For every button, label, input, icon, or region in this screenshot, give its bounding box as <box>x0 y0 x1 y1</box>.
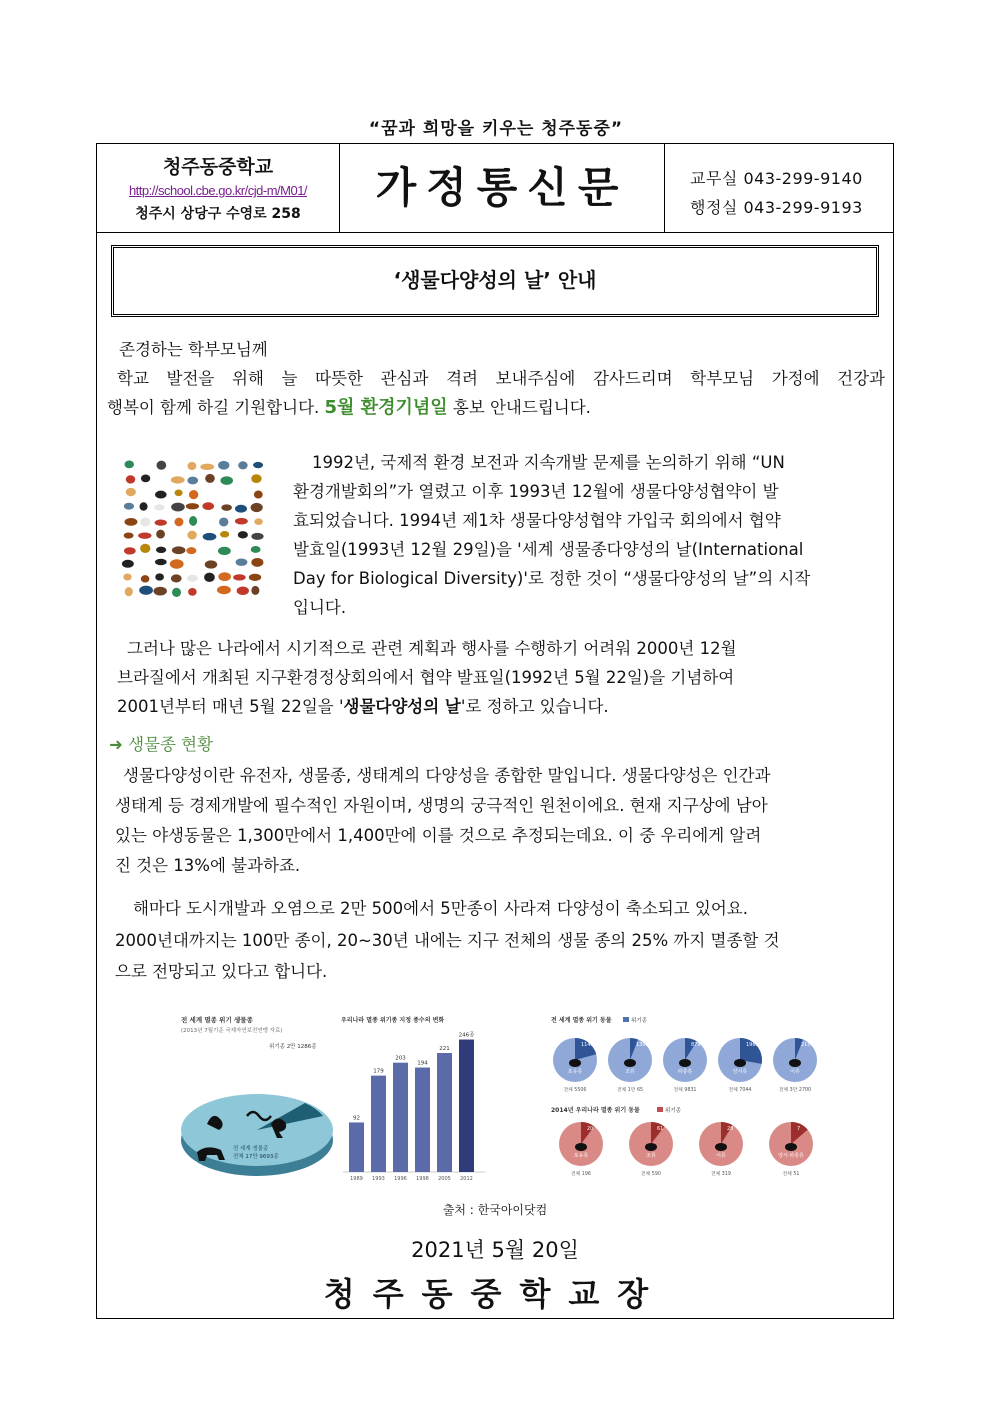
animal-silhouette-icon <box>679 1059 691 1067</box>
animal-figure <box>124 532 134 538</box>
animal-figure <box>171 503 185 512</box>
animal-figure <box>235 518 248 525</box>
animal-silhouette-icon <box>734 1059 746 1067</box>
animal-figure <box>189 516 197 526</box>
animal-figure <box>157 461 167 470</box>
animal-figure <box>238 531 248 538</box>
pie-animal-name: 양서·파충류 <box>778 1153 804 1159</box>
bar-value-label: 246종 <box>458 1032 475 1039</box>
animal-figure <box>205 560 218 568</box>
intro-text-b: 홍보 안내드립니다. <box>452 398 591 417</box>
korea-endangered-bar-chart <box>339 1012 489 1188</box>
animal-silhouette-icon <box>624 1059 636 1067</box>
contact-info <box>665 144 893 232</box>
principal-signature: 청주동중학교장 <box>323 1275 667 1313</box>
pie-total-label: 전체 590 <box>641 1172 661 1177</box>
animal-figure <box>175 489 183 496</box>
animal-silhouette-icon <box>715 1143 727 1151</box>
animal-figure <box>126 488 136 496</box>
animal-figure <box>218 461 229 470</box>
animal-figure <box>125 460 134 468</box>
animal-figure <box>218 547 231 555</box>
bar-category-label: 1998 <box>416 1176 429 1182</box>
animal-figure <box>124 547 136 554</box>
school-url-link[interactable]: http://school.cbe.go.kr/cjd-m/M01/ <box>128 183 308 198</box>
bar <box>349 1122 364 1172</box>
animal-figure <box>174 518 183 527</box>
animal-figure <box>235 505 247 513</box>
animal-figure <box>125 587 133 596</box>
korea-legend-label: 위기종 <box>665 1108 681 1114</box>
animal-figure <box>238 461 247 469</box>
school-address: 청주시 상당구 수영로 258 <box>135 206 301 222</box>
bar-chart-title: 우리나라 멸종 위기종 지정 종수의 변화 <box>341 1017 445 1024</box>
animal-silhouette-icon <box>569 1059 581 1067</box>
motto: “꿈과 희망을 키우는 청주동중” <box>368 119 624 139</box>
animal-figure <box>141 475 150 483</box>
animal-figure <box>187 575 198 582</box>
animal-figure <box>186 503 199 509</box>
pie-animal-name: 조류 <box>646 1153 656 1159</box>
animal-figure <box>249 574 261 581</box>
newsletter-frame <box>96 143 894 1319</box>
animal-figure <box>172 588 181 597</box>
animal-figure <box>203 533 217 541</box>
bar-category-label: 2005 <box>438 1176 451 1182</box>
animal-figure <box>220 531 229 538</box>
korea-legend-swatch <box>657 1107 663 1112</box>
animal-figure <box>251 533 263 540</box>
pie-animal-name: 포유류 <box>567 1069 583 1075</box>
intro-line-2 <box>107 393 591 422</box>
phone-office: 교무실 043-299-9140 <box>690 169 863 188</box>
korea-animals-title: 2014년 우리나라 멸종 위기 동물 <box>551 1107 640 1114</box>
animal-figure <box>220 476 232 485</box>
animal-figure <box>219 517 228 526</box>
pie-total-label: 전체 9831 <box>673 1088 697 1093</box>
bar-value-label: 194 <box>417 1060 428 1067</box>
bar-value-label: 203 <box>395 1055 406 1062</box>
animal-figure <box>156 547 166 553</box>
history-line-1: 1992년, 국제적 환경 보전과 지속개발 문제를 논의하기 위해 “UN <box>312 453 785 472</box>
para3-line-1: 생물다양성이란 유전자, 생물종, 생태계의 다양성을 종합한 말입니다. 생물다양성은 인간과 <box>123 766 771 785</box>
animal-figure <box>156 530 165 539</box>
title-cell <box>340 144 665 232</box>
bar <box>371 1076 386 1172</box>
animal-figure <box>251 558 263 567</box>
history-line-2: 환경개발회의”가 열렸고 이후 1993년 12월에 생물다양성협약이 발 <box>293 482 779 501</box>
bar-category-label: 1989 <box>350 1176 363 1182</box>
bar-value-label: 221 <box>439 1046 450 1052</box>
animal-silhouette-icon <box>645 1143 657 1151</box>
animal-figure <box>140 502 148 510</box>
animal-figure <box>170 559 184 568</box>
animal-figure <box>140 544 150 553</box>
para4-line-3: 으로 전망되고 있다고 합니다. <box>115 962 328 981</box>
animal-figure <box>155 559 167 565</box>
bar <box>393 1063 408 1172</box>
animal-figure <box>126 475 135 483</box>
animal-silhouette-icon <box>785 1143 797 1151</box>
pie-animal-name: 양서류 <box>732 1069 748 1075</box>
para3-line-2: 생태계 등 경제개발에 필수적인 자원이며, 생명의 궁극적인 원천이에요. 현재 지구상에 남아 <box>115 796 768 815</box>
animal-figure <box>188 588 197 596</box>
pie-animal-name: 어류 <box>716 1153 726 1159</box>
phone-admin: 행정실 043-299-9193 <box>690 198 863 217</box>
pie-value-label: 7 <box>797 1126 801 1132</box>
animal-figure <box>202 502 214 510</box>
animal-figure <box>124 503 134 510</box>
pie-subtitle: (2013년 7월기준 국제자연보전연맹 자료) <box>181 1028 283 1034</box>
history-line-6: 입니다. <box>293 598 347 617</box>
biodiversity-day-bold: 생물다양성의 날 <box>343 697 461 716</box>
pie-animal-name: 조류 <box>625 1069 635 1075</box>
para4-line-1: 해마다 도시개발과 오염으로 2만 500에서 5만종이 사라져 다양성이 축소되고 있어요. <box>133 899 748 918</box>
para2-text-b: '로 정하고 있습니다. <box>460 697 609 716</box>
pie-label-endangered: 위기종 2만 1286종 <box>269 1044 317 1050</box>
para2-text-a: 2001년부터 매년 5월 22일을 ' <box>117 697 344 716</box>
greeting: 존경하는 학부모님께 <box>119 340 268 359</box>
animal-figure <box>251 503 263 512</box>
animal-figure <box>251 474 261 483</box>
animal-figure <box>200 464 214 470</box>
animal-figure <box>251 586 259 595</box>
world-legend-swatch <box>623 1017 629 1022</box>
korea-endangered-animals-graphic <box>545 1104 825 1190</box>
animal-figure <box>186 547 196 554</box>
intro-line-1: 학교 발전을 위해 늘 따뜻한 관심과 격려 보내주심에 감사드리며 학부모님 가정에 건강과 <box>117 369 885 388</box>
animal-figure <box>187 477 198 485</box>
animal-figure <box>233 574 246 580</box>
pie-label-all-1: 전 세계 생물종 <box>233 1146 269 1152</box>
page-title: 가정통신문 <box>375 163 629 212</box>
bar <box>437 1053 452 1172</box>
highlight-environment-day: 5월 환경기념일 <box>324 397 448 418</box>
pie-total-label: 전체 5506 <box>563 1088 587 1093</box>
section-heading-species: ➜ 생물종 현황 <box>109 735 214 754</box>
animal-figure <box>122 560 134 568</box>
animal-figure <box>140 517 150 526</box>
animal-figure <box>153 587 166 596</box>
source-credit: 출처 : 한국아이닷컴 <box>442 1203 548 1217</box>
para3-line-4: 진 것은 13%에 불과하죠. <box>115 856 301 875</box>
intro-text-a: 행복이 함께 하길 기원합니다. <box>107 398 320 417</box>
animal-figure <box>187 531 196 540</box>
pie-value-label: 61 <box>657 1126 664 1132</box>
bar-value-label: 179 <box>373 1068 384 1075</box>
animal-figure <box>221 504 232 510</box>
world-endangered-animals-graphic <box>545 1012 825 1104</box>
history-line-3: 효되었습니다. 1994년 제1차 생물다양성협약 가입국 회의에서 협약 <box>293 511 781 530</box>
animal-figure <box>251 546 261 553</box>
animal-figure <box>187 462 196 470</box>
animal-figure <box>254 518 263 525</box>
animal-figure <box>253 462 263 468</box>
animal-figure <box>172 546 186 554</box>
bar-category-label: 1996 <box>394 1176 407 1182</box>
animal-figure <box>204 573 215 582</box>
school-name: 청주동중학교 <box>162 156 274 178</box>
animal-figure <box>237 586 249 595</box>
pie-value-label: 1143 <box>581 1042 594 1048</box>
animal-figure <box>155 520 167 526</box>
animal-figure <box>123 573 131 580</box>
animal-figure <box>155 491 167 499</box>
pie-value-label: 28 <box>727 1126 734 1132</box>
animal-figure <box>236 558 248 565</box>
pie-animal-name: 포유류 <box>573 1153 589 1159</box>
history-line-4: 발효일(1993년 12월 29일)을 '세계 생물종다양성의 날(International <box>293 540 804 559</box>
animal-figure <box>155 573 164 580</box>
pie-value-label: 1308 <box>636 1042 649 1048</box>
pie-animal-name: 어류 <box>790 1069 800 1075</box>
pie-total-label: 전체 196 <box>571 1172 591 1177</box>
pie-value-label: 879 <box>691 1042 701 1048</box>
bar <box>459 1040 474 1172</box>
world-endangered-pie-graphic <box>177 1012 337 1188</box>
bar-category-label: 2012 <box>460 1176 473 1182</box>
pie-total-label: 전체 51 <box>782 1172 800 1177</box>
school-info <box>97 144 340 232</box>
world-animals-title: 전 세계 멸종 위기 동물 <box>551 1017 612 1024</box>
animal-figure <box>141 575 150 582</box>
bar <box>415 1068 430 1172</box>
animal-figure <box>154 504 164 510</box>
issue-date: 2021년 5월 20일 <box>411 1238 579 1262</box>
bar-category-label: 1993 <box>372 1176 385 1182</box>
bar-value-label: 92 <box>353 1115 360 1122</box>
animal-figure <box>218 572 231 581</box>
animal-figure <box>205 474 215 483</box>
para2-line-1: 그러나 많은 나라에서 시기적으로 관련 계획과 행사를 수행하기 어려워 2000년 12월 <box>127 639 737 658</box>
animal-silhouette-icon <box>789 1059 801 1067</box>
pie-total-label: 전체 3만 2700 <box>778 1088 812 1093</box>
animal-figure <box>124 518 137 526</box>
animal-figure <box>189 490 198 499</box>
pie-value-label: 2151 <box>801 1042 814 1048</box>
notice-title: ‘생물다양성의 날’ 안내 <box>111 245 879 317</box>
pie-label-all-2: 전체 17만 9693종 <box>233 1154 279 1160</box>
pie-total-label: 전체 7044 <box>728 1088 752 1093</box>
pie-total-label: 전체 319 <box>711 1172 731 1177</box>
pie-value-label: 1960 <box>746 1042 759 1048</box>
para3-line-3: 있는 야생동물은 1,300만에서 1,400만에 이를 것으로 추정되는데요. 이 중 우리에게 알려 <box>115 826 762 845</box>
header <box>97 144 893 233</box>
pie-value-label: 20 <box>587 1126 594 1132</box>
pie-total-label: 전체 1만 65 <box>616 1088 644 1093</box>
animals-illustration <box>121 458 273 608</box>
history-line-5: Day for Biological Diversity)'로 정한 것이 “생물다양성의 날”의 시작 <box>293 569 811 588</box>
animal-silhouette-icon <box>575 1143 587 1151</box>
world-legend-label: 위기종 <box>631 1018 647 1024</box>
animal-figure <box>138 532 151 538</box>
pie-title: 전 세계 멸종 위기 생물종 <box>181 1016 253 1024</box>
animal-figure <box>171 476 185 483</box>
para4-line-2: 2000년대까지는 100만 종이, 20~30년 내에는 지구 전체의 생물 종의 25% 까지 멸종할 것 <box>115 931 780 950</box>
para2-line-3 <box>117 692 609 721</box>
animal-figure <box>171 574 182 582</box>
animal-figure <box>139 586 153 595</box>
animal-figure <box>254 491 263 499</box>
pie-animal-name: 파충류 <box>677 1069 693 1075</box>
para2-line-2: 브라질에서 개최된 지구환경정상회의에서 협약 발표일(1992년 5월 22일)을 기념하여 <box>117 668 735 687</box>
animal-figure <box>217 586 231 594</box>
